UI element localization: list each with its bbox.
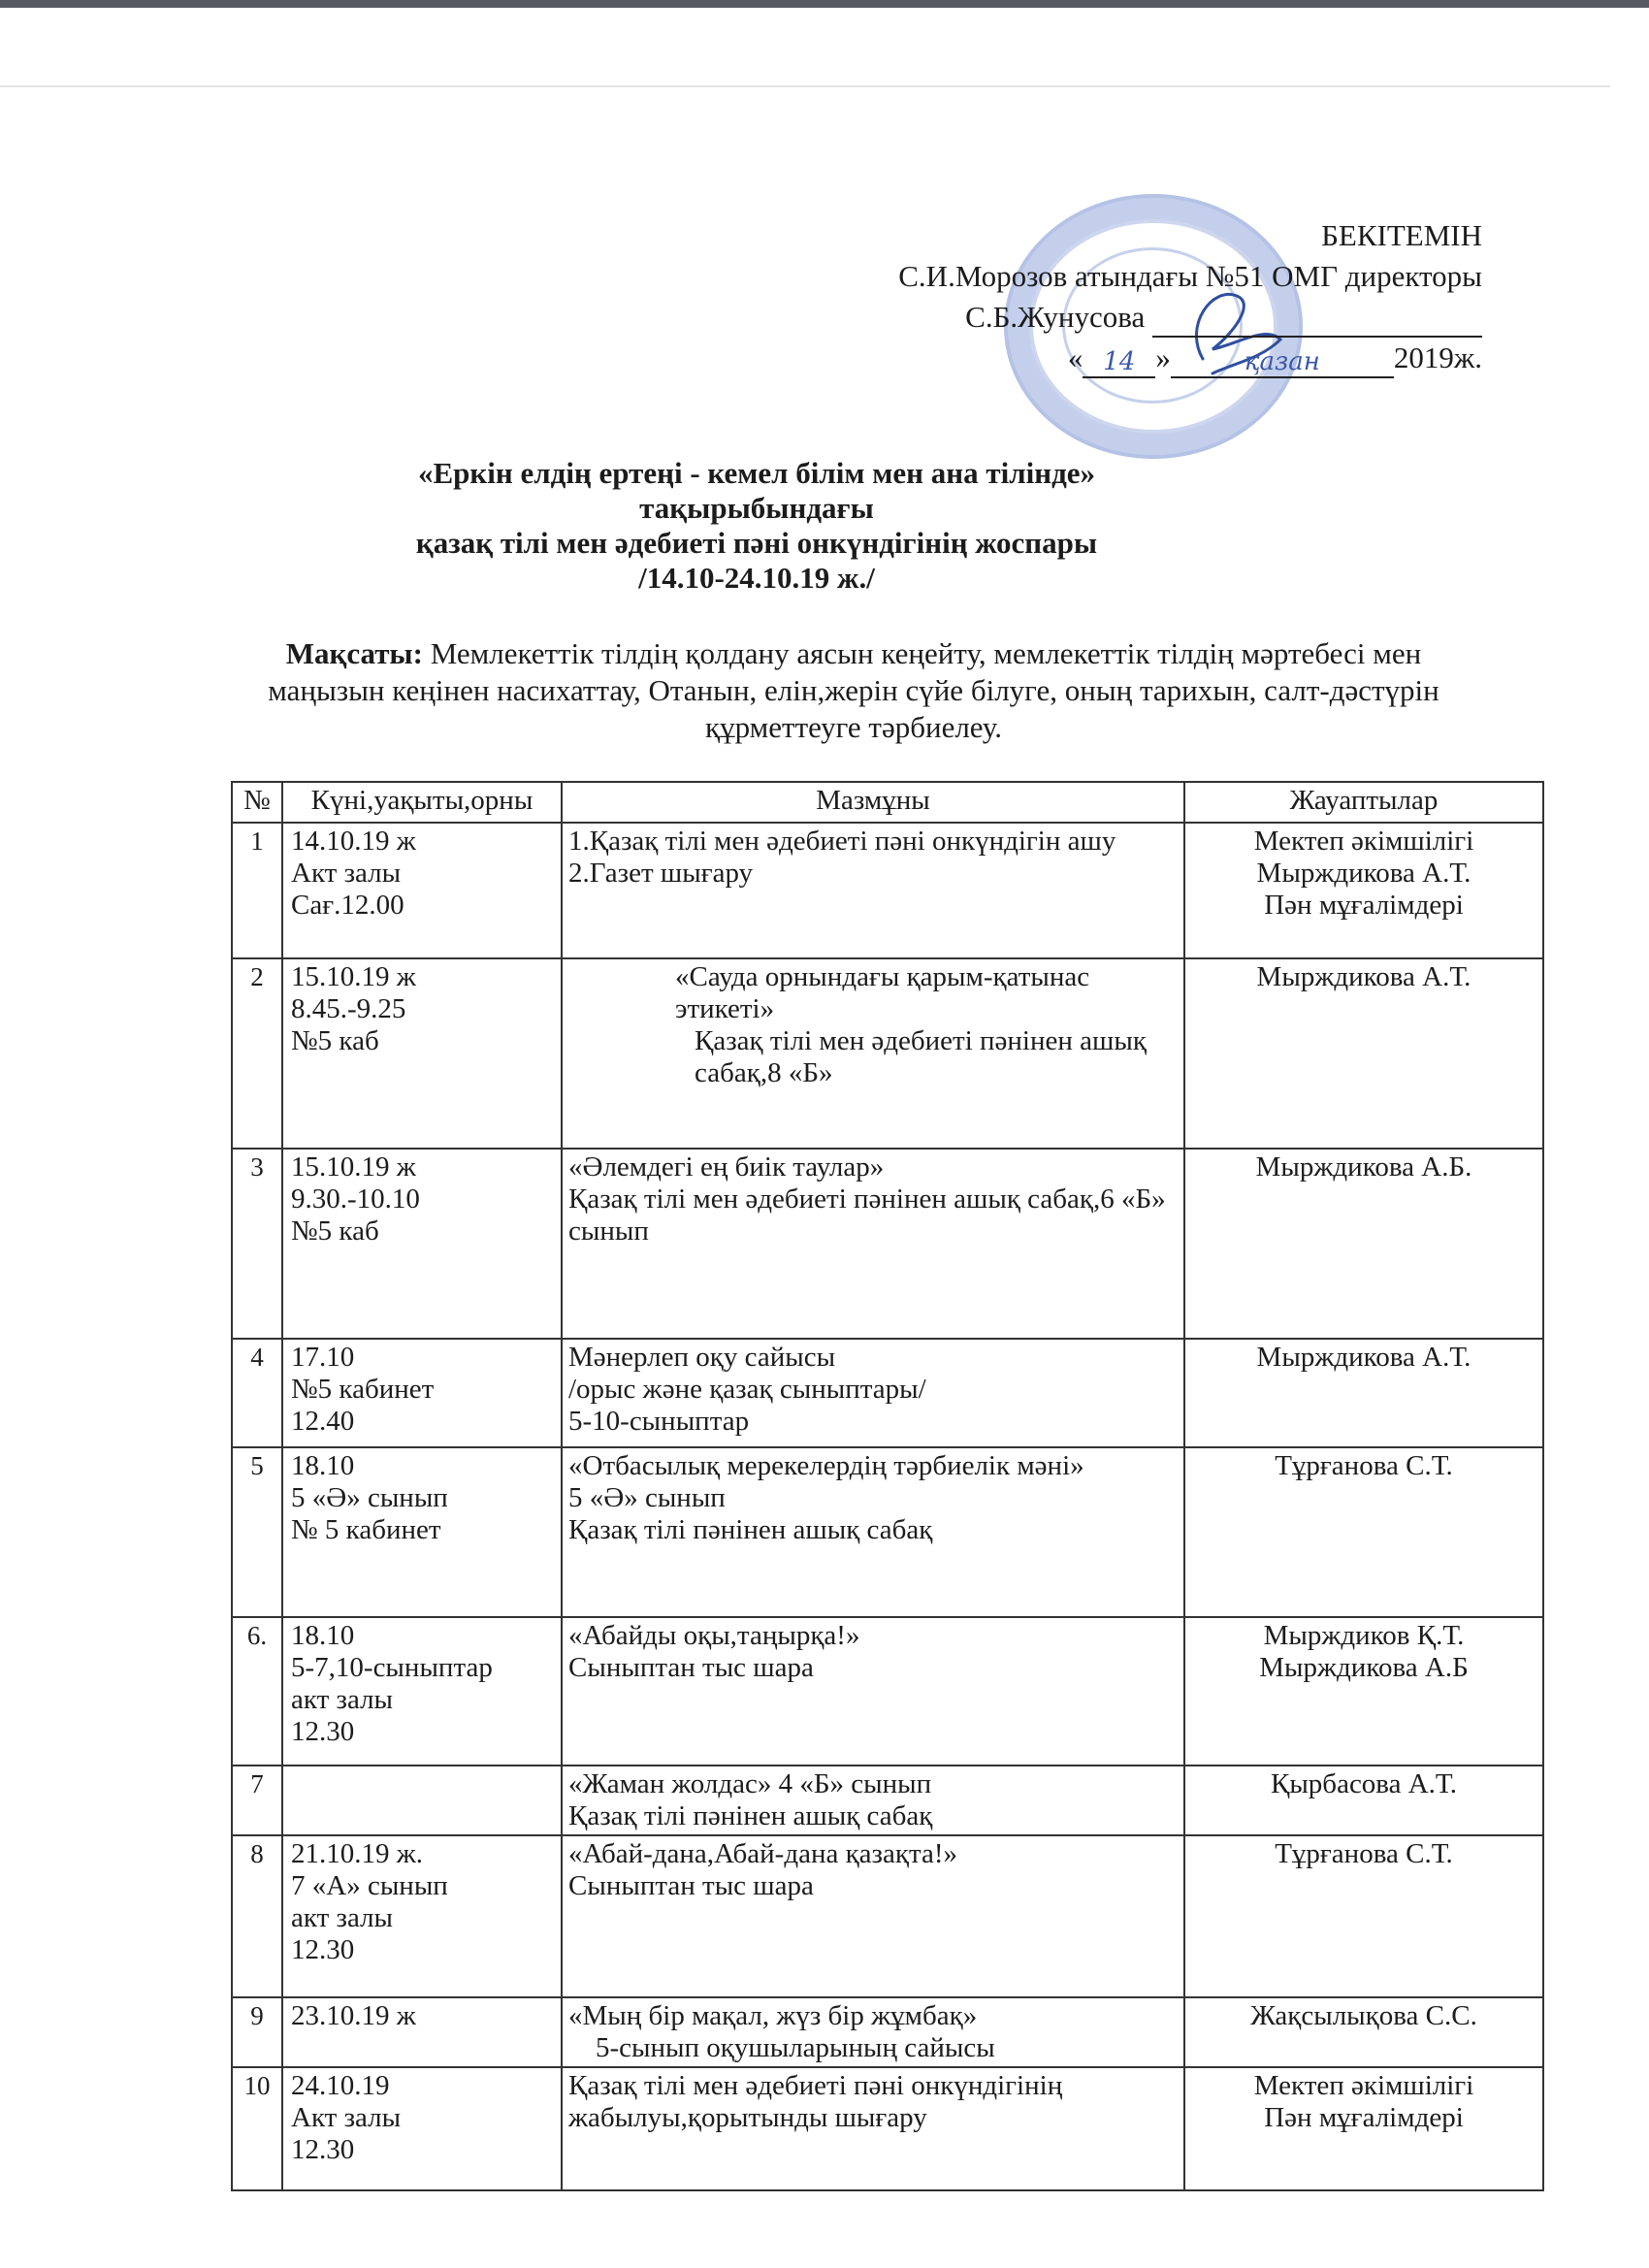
table-row [232, 958, 1543, 1149]
responsible-line: Тұрғанова С.Т. [1275, 1450, 1453, 1481]
plan-table [231, 781, 1544, 2191]
content-line: Қазақ тілі пәнінен ашық сабақ [568, 1800, 933, 1831]
row-number-text: 3 [250, 1152, 264, 1182]
title-line-4: /14.10-24.10.19 ж./ [638, 561, 875, 595]
responsible-line: Пән мұғалімдері [1264, 2102, 1464, 2133]
when-line: №5 каб [291, 1025, 379, 1056]
when-line: 5-7,10-сыныптар [291, 1652, 493, 1683]
when-line: Акт залы [291, 858, 402, 889]
header-date-time-place: Күні,уақыты,орны [282, 782, 562, 823]
row-number [232, 1339, 282, 1447]
row-responsible [1184, 1997, 1543, 2067]
row-date-time-place [282, 1617, 562, 1766]
responsible-line: Тұрғанова С.Т. [1275, 1838, 1453, 1869]
content-line: 5 «Ә» сынып [568, 1482, 726, 1513]
table-header-row [232, 782, 1543, 823]
approval-heading: БЕКІТЕМІН [1321, 218, 1482, 252]
when-line: акт залы [291, 1902, 394, 1933]
row-content [562, 1617, 1184, 1766]
row-number [232, 823, 282, 958]
approval-director-line [745, 297, 1482, 338]
when-line: 15.10.19 ж [291, 1151, 416, 1183]
responsible-line: Қырбасова А.Т. [1270, 1768, 1457, 1799]
scan-edge-line [0, 85, 1610, 87]
row-number-text: 2 [250, 962, 264, 991]
plan-table-body [232, 823, 1543, 2190]
when-line: 12.30 [291, 1934, 355, 1965]
when-line: 7 «А» сынып [291, 1870, 448, 1901]
approval-school: С.И.Морозов атындағы №51 ОМГ директоры [898, 259, 1482, 293]
content-line: Мәнерлеп оқу сайысы [568, 1342, 836, 1373]
table-row [232, 2067, 1543, 2190]
responsible-line: Мырждикова А.Б [1259, 1652, 1469, 1683]
content-line: 1.Қазақ тілі мен әдебиеті пәні онкүндігін ашу [568, 826, 1116, 857]
row-number [232, 1447, 282, 1617]
row-number-text: 8 [250, 1839, 264, 1868]
responsible-line: Мектеп әкімшілігі [1253, 826, 1474, 857]
when-line: 8.45.-9.25 [291, 993, 406, 1024]
content-line: «Абайды оқы,таңырқа!» [568, 1620, 860, 1651]
responsible-line: Мырждикова А.Т. [1256, 858, 1471, 889]
row-number [232, 1997, 282, 2067]
table-row [232, 1447, 1543, 1617]
goal-label: Мақсаты: [285, 636, 423, 670]
when-line: Сағ.12.00 [291, 890, 404, 921]
row-content [562, 823, 1184, 958]
responsible-line: Мырждиков Қ.Т. [1263, 1620, 1465, 1651]
title-line-3: қазақ тілі мен әдебиеті пәні онкүндігінің жоспары [415, 526, 1098, 560]
content-line: Қазақ тілі мен әдебиеті пәні онкүндігінің жабылуы,қорытынды шығару [568, 2070, 1063, 2133]
title-line-2: тақырыбындағы [639, 491, 874, 525]
responsible-line: Мырждикова А.Т. [1256, 1342, 1471, 1373]
approval-date-year: 2019ж. [1393, 340, 1482, 374]
row-responsible [1184, 1766, 1543, 1835]
responsible-line: Мырждикова А.Т. [1256, 961, 1471, 992]
row-date-time-place [282, 1149, 562, 1339]
content-line: «Жаман жолдас» 4 «Б» сынып [568, 1768, 932, 1799]
content-line: «Сауда орнындағы қарым-қатынас этикеті» [675, 961, 1090, 1024]
when-line: 5 «Ә» сынып [291, 1482, 448, 1513]
goal-text: Мемлекеттік тілдің қолдану аясын кеңейту, мемлекеттік тілдің мәртебесі мен маңызын кеңінен насихаттау, Отанын, елін,жерін сүйе білуге, оның тарихын, салт-дәстүрін құрметтеуге тәрбиелеу. [268, 636, 1439, 744]
content-line: «Абай-дана,Абай-дана қазақта!» [568, 1838, 958, 1869]
row-responsible [1184, 958, 1543, 1149]
when-line: 9.30.-10.10 [291, 1183, 420, 1215]
scan-top-edge [0, 0, 1649, 8]
when-line: 18.10 [291, 1450, 355, 1481]
row-content [562, 1149, 1184, 1339]
approval-block [745, 215, 1482, 378]
row-date-time-place [282, 823, 562, 958]
row-number [232, 958, 282, 1149]
row-date-time-place [282, 2067, 562, 2190]
responsible-line: Мектеп әкімшілігі [1253, 2070, 1474, 2101]
row-content [562, 2067, 1184, 2190]
when-line: 17.10 [291, 1342, 355, 1373]
table-row [232, 1835, 1543, 1997]
row-number-text: 1 [250, 826, 264, 856]
row-date-time-place [282, 1766, 562, 1835]
when-line: 14.10.19 ж [291, 826, 416, 857]
content-line: «Отбасылық мерекелердің тәрбиелік мәні» [568, 1450, 1084, 1481]
row-number [232, 2067, 282, 2190]
content-line: Қазақ тілі пәнінен ашық сабақ [568, 1514, 933, 1545]
content-line: Сыныптан тыс шара [568, 1870, 814, 1901]
row-content [562, 1997, 1184, 2067]
row-date-time-place [282, 1339, 562, 1447]
signature-blank [1152, 307, 1482, 338]
content-line: Қазақ тілі мен әдебиеті пәнінен ашық сабақ,8 «Б» [695, 1025, 1147, 1088]
row-responsible [1184, 1835, 1543, 1997]
row-responsible [1184, 823, 1543, 958]
when-line: акт залы [291, 1684, 394, 1715]
responsible-line: Мырждикова А.Б. [1255, 1151, 1472, 1183]
row-number-text: 9 [250, 2001, 264, 2030]
header-responsible: Жауаптылар [1184, 782, 1543, 823]
when-line: 18.10 [291, 1620, 355, 1651]
content-line: Сыныптан тыс шара [568, 1652, 814, 1683]
content-line: «Әлемдегі ең биік таулар» [568, 1151, 885, 1183]
row-number [232, 1149, 282, 1339]
row-number-text: 10 [243, 2071, 271, 2100]
row-content [562, 1339, 1184, 1447]
row-responsible [1184, 2067, 1543, 2190]
row-number [232, 1617, 282, 1766]
approval-date-day: 14 [1083, 347, 1155, 378]
responsible-line: Жақсылықова С.С. [1250, 2000, 1477, 2031]
row-number-text: 4 [250, 1343, 264, 1372]
row-date-time-place [282, 1835, 562, 1997]
header-content: Мазмұны [562, 782, 1184, 823]
header-number: № [232, 782, 282, 823]
table-row [232, 1339, 1543, 1447]
content-line: 2.Газет шығару [568, 858, 754, 889]
table-row [232, 823, 1543, 958]
title-line-1: «Еркін елдің ертеңі - кемел білім мен ана тілінде» [417, 456, 1096, 490]
content-line: 5-сынып оқушыларының сайысы [596, 2032, 995, 2063]
responsible-line: Пән мұғалімдері [1264, 890, 1464, 921]
when-line: 12.40 [291, 1406, 355, 1437]
row-date-time-place [282, 958, 562, 1149]
when-line: 24.10.19 [291, 2070, 390, 2101]
row-number [232, 1766, 282, 1835]
row-number [232, 1835, 282, 1997]
goal-paragraph [233, 635, 1474, 746]
when-line: 15.10.19 ж [291, 961, 416, 992]
table-row [232, 1766, 1543, 1835]
when-line: 21.10.19 ж. [291, 1838, 424, 1869]
content-line: «Мың бір мақал, жүз бір жұмбақ» [568, 2000, 978, 2031]
table-row [232, 1149, 1543, 1339]
row-responsible [1184, 1339, 1543, 1447]
row-number-text: 7 [250, 1769, 264, 1798]
row-responsible [1184, 1617, 1543, 1766]
row-content [562, 1766, 1184, 1835]
when-line: 12.30 [291, 1716, 355, 1747]
document-title [233, 456, 1280, 596]
row-responsible [1184, 1149, 1543, 1339]
approval-director: С.Б.Жунусова [965, 300, 1146, 334]
row-responsible [1184, 1447, 1543, 1617]
row-date-time-place [282, 1997, 562, 2067]
row-content [562, 958, 1184, 1149]
when-line: №5 каб [291, 1215, 379, 1247]
when-line: № 5 кабинет [291, 1514, 441, 1545]
row-number-text: 5 [250, 1451, 264, 1480]
when-line: Акт залы [291, 2102, 402, 2133]
when-line: 23.10.19 ж [291, 2000, 416, 2031]
content-line: 5-10-сыныптар [568, 1406, 750, 1437]
row-content [562, 1835, 1184, 1997]
approval-date-line: « 14 » қазан 2019ж. [1067, 340, 1482, 376]
table-row [232, 1997, 1543, 2067]
approval-date-month: қазан [1171, 347, 1394, 378]
row-date-time-place [282, 1447, 562, 1617]
row-number-text: 6. [246, 1621, 268, 1650]
when-line: №5 кабинет [291, 1374, 435, 1405]
table-row [232, 1617, 1543, 1766]
when-line: 12.30 [291, 2134, 355, 2165]
row-content [562, 1447, 1184, 1617]
content-line: Қазақ тілі мен әдебиеті пәнінен ашық сабақ,6 «Б» сынып [568, 1183, 1166, 1247]
content-line: /орыс және қазақ сыныптары/ [568, 1374, 926, 1405]
